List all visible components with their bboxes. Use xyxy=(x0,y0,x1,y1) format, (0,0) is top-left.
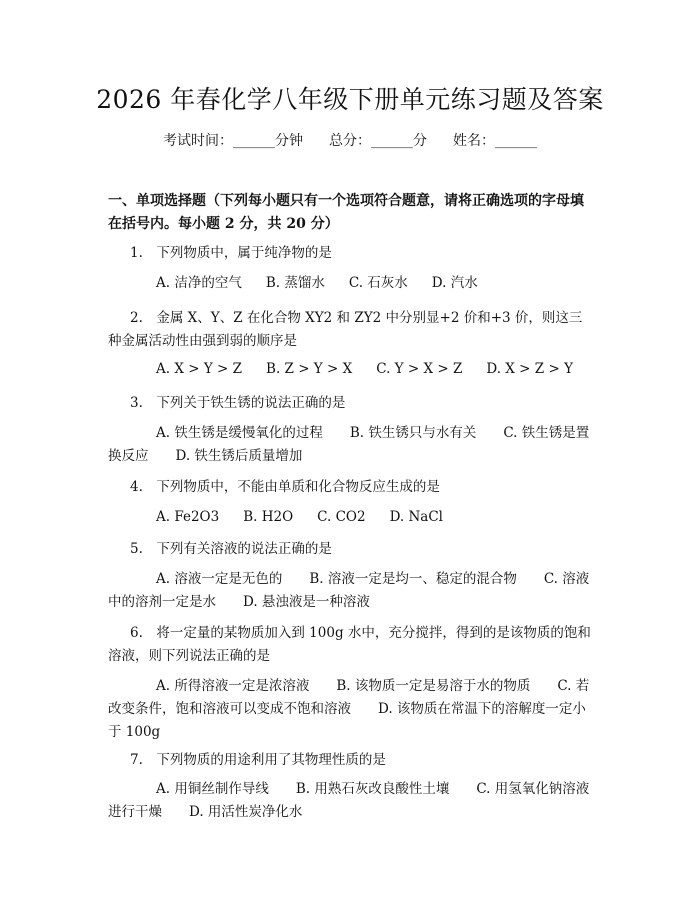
question-stem: 5. 下列有关溶液的说法正确的是 xyxy=(130,541,332,557)
option: A. X > Y > Z xyxy=(156,361,243,377)
total-score-field: 总分：______分 xyxy=(329,133,427,149)
question-stem: 4. 下列物质中，不能由单质和化合物反应生成的是 xyxy=(130,479,440,495)
option: C. 石灰水 xyxy=(348,275,408,291)
question-stem: 1. 下列物质中，属于纯净物的是 xyxy=(130,245,332,261)
page-title: 2026 年春化学八年级下册单元练习题及答案 xyxy=(96,85,604,114)
question-stem: 6. 将一定量的某物质加入到 100g 水中，充分搅拌，得到的是该物质的饱和溶液，则下列说法正确的是 xyxy=(108,625,591,664)
question-options: A. 用铜丝制作导线 B. 用熟石灰改良酸性土壤 C. 用氢氧化钠溶液进行干燥 D. 用活性炭净化水 xyxy=(108,781,590,820)
option: A. Fe2O3 xyxy=(156,509,220,525)
question-options xyxy=(156,272,478,295)
question-stem: 3. 下列关于铁生锈的说法正确的是 xyxy=(130,395,346,411)
option: A. 洁净的空气 xyxy=(156,275,242,291)
question-options xyxy=(156,358,573,381)
option: D. X > Z > Y xyxy=(486,361,573,377)
question-stem: 2. 金属 X、Y、Z 在化合物 XY2 和 ZY2 中分别显+2 价和+3 价，则这三种金属活动性由强到弱的顺序是 xyxy=(108,310,583,349)
option: B. 蒸馏水 xyxy=(265,275,325,291)
option: C. Y > X > Z xyxy=(376,361,463,377)
option: B. H2O xyxy=(243,509,294,525)
option: C. CO2 xyxy=(317,509,366,525)
question-options: A. 铁生锈是缓慢氧化的过程 B. 铁生锈只与水有关 C. 铁生锈是置换反应 D. 铁生锈后质量增加 xyxy=(108,425,590,464)
option: B. Z > Y > X xyxy=(266,361,353,377)
question-options: A. 溶液一定是无色的 B. 溶液一定是均一、稳定的混合物 C. 溶液中的溶剂一定是水 D. 悬浊液是一种溶液 xyxy=(108,571,590,610)
option: D. NaCl xyxy=(389,509,443,525)
question-stem: 7. 下列物质的用途利用了其物理性质的是 xyxy=(130,752,386,768)
exam-time-field: 考试时间：______分钟 xyxy=(163,133,303,149)
exam-meta xyxy=(0,130,700,150)
section-heading: 一、单项选择题（下列每小题只有一个选项符合题意，请将正确选项的字母填在括号内。每小题 2 分，共 20 分） xyxy=(108,193,584,232)
question-options: A. 所得溶液一定是浓溶液 B. 该物质一定是易溶于水的物质 C. 若改变条件，饱和溶液可以变成不饱和溶液 D. 该物质在常温下的溶解度一定小于 100g xyxy=(108,678,590,740)
name-field: 姓名：______ xyxy=(453,133,537,149)
question-options xyxy=(156,506,443,529)
option: D. 汽水 xyxy=(431,275,478,291)
